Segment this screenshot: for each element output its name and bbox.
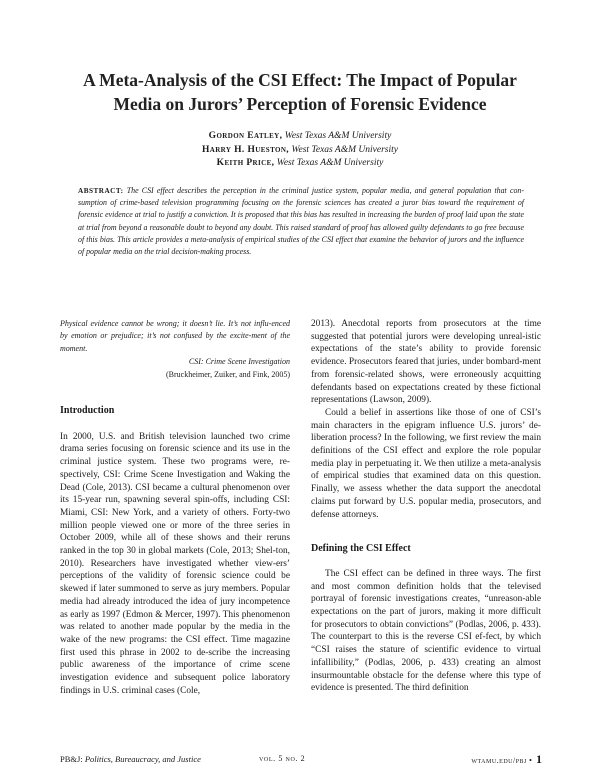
article-title [0,68,600,116]
author-name: Gordon Eatley, [208,131,283,141]
right-paragraph-1: 2013). Anecdotal reports from prosecutors at the time suggested that potential jurors were developing unreal-istic expectations of the state’s ability to provide forensic evidence. Prosecutors feared that juries, under bombard-ment from forensic-related shows, were erroneously acquitting defendants based on expectations created by these fictional representations (Lawson, 2009). [311,319,541,406]
page-number: 1 [536,752,542,766]
author-3 [0,157,600,171]
title-line-2: Media on Jurors’ Perception of Forensic Evidence [113,94,487,114]
right-paragraph-2: Could a belief in assertions like those of one of CSI’s main characters in the epigram influence U.S. jurors’ de-liberation process? In the following, we first review the main definitions of the CSI effect and explore the role popular media play in perpetuating it. We then utilize a meta-analysis of empirical studies that examined data on this question. Finally, we assess whether the data support the anecdotal claims put forward by U.S. popular media, prosecutors, and defense attorneys. [311,407,541,520]
author-name: Keith Price, [216,158,275,168]
journal-abbr: PB&J: [60,754,83,764]
right-paragraph-3: The CSI effect can be defined in three ways. The first and most common definition holds that the televised portrayal of forensic investigations creates, “unreason-able expectations on the part of jurors, making it more difficult for prosecutors to obtain convictions” (Podlas, 2006, p. 433). The counterpart to this is the reverse CSI ef-fect, by which “CSI raises the stature of scientific evidence to virtual infallibility,” (Podlas, 2006, p. 433) creating an almost insurmountable obstacle for the defense where this type of evidence is presented. The third definition [311,568,541,694]
author-affiliation: West Texas A&M University [276,158,384,168]
volume-label: vol. 5 no. 2 [259,754,306,763]
section-heading-introduction: Introduction [60,405,115,417]
author-2 [0,144,600,158]
footer-right [471,752,542,767]
author-affiliation: West Texas A&M University [284,131,392,141]
journal-name [60,754,201,764]
author-1 [0,130,600,144]
author-list [0,130,600,171]
epigraph-quote: Physical evidence cannot be wrong; it doesn’t lie. It’s not influ-enced by emotion or prejudice; it’s not confused by the excite-ment of the moment. [60,319,290,353]
left-column [60,318,290,698]
abstract-text: The CSI effect describes the perception in the criminal justice system, popular media, and general population that con-sumption of crime-based television programming focusing on the forensic sciences has created a juror bias toward the requirement of forensic evidence at trial to justify a conviction. It is proposed that this bias has resulted in increasing the burden of proof laid upon the state at trial from beyond a reasonable doubt to beyond any doubt. This raised standard of proof has allowed guilty defendants to go free because of this bias. This article provides a meta-analysis of empirical studies of the CSI effect that examine the behavior of jurors and the influence of popular media on the trial decision-making process. [78,186,524,257]
epigraph-citation: (Bruckheimer, Zuiker, and Fink, 2005) [166,369,290,379]
abstract [78,185,524,258]
page-footer [60,752,542,766]
journal-url: wtamu.edu/pbj [471,756,527,765]
footer-separator: • [529,755,532,765]
intro-paragraph: In 2000, U.S. and British television launched two crime drama series focusing on forensic science and its use in the criminal justice system. These two programs were, re-spectively, CSI: Crime Scene Investigation and Waking the Dead (Cole, 2013). CSI became a cultural phenomenon over its 15-year run, spawning several spin-offs, including CSI: Miami, CSI: New York, and a variety of others. Forty-two million people viewed one or more of the three series in October 2009, while all of these shows and their reruns ranked in the top 30 in global markets (Cole, 2013; Shel-ton, 2010). Researchers have investigated whether view-ers’ perceptions of the validity of forensic science could be skewed if later summoned to serve as jury members. Popular media had already introduced the idea of jury incompetence as early as 1997 (Edmon & Mercer, 1997). This phenomenon was related to another made popular by the media in the wake of the new programs: the CSI effect. Time magazine first used this phrase in 2002 to de-scribe the increasing public awareness of the importance of crime scene investigation evidence and subsequent police laboratory findings in U.S. criminal cases (Cole, [60,431,290,696]
title-line-1: A Meta-Analysis of the CSI Effect: The Impact of Popular [83,70,517,90]
author-affiliation: West Texas A&M University [291,144,398,155]
author-name: Harry H. Hueston, [201,144,290,155]
section-heading-defining: Defining the CSI Effect [311,543,411,555]
abstract-label: ABSTRACT: [78,187,124,195]
journal-full-name: Politics, Bureaucracy, and Justice [84,754,201,764]
epigraph-source: CSI: Crime Scene Investigation [188,357,290,367]
right-column [311,318,541,695]
